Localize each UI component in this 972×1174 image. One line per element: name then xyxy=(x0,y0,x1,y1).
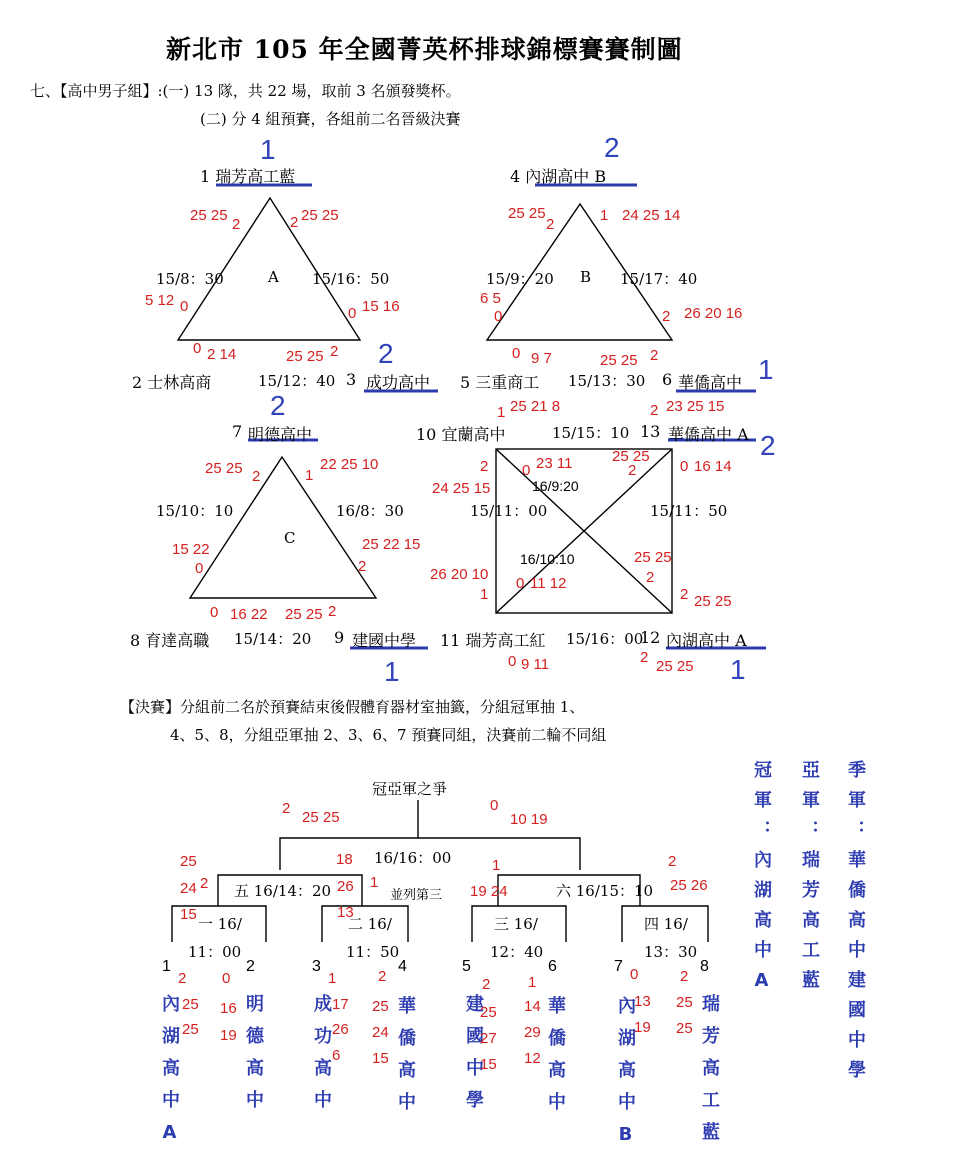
score: 26 20 10 xyxy=(430,566,489,583)
score: 1 xyxy=(528,974,537,991)
score: 1 xyxy=(370,874,379,891)
seed-5: 5 xyxy=(462,958,471,975)
qf-2-time: 11：50 xyxy=(346,943,400,961)
team-2: 2 士林高商 xyxy=(132,373,212,392)
intro-line-2: (二) 分 4 組預賽，各組前二名晉級決賽 xyxy=(200,110,461,128)
team-1: 1 瑞芳高工藍 xyxy=(200,167,296,186)
group-b-match-right: 15/17：40 xyxy=(620,270,698,288)
group-d-match-left: 15/11：00 xyxy=(470,502,548,520)
third-label: 並列第三 xyxy=(390,888,443,903)
score: 9 11 xyxy=(521,656,550,673)
score: 0 xyxy=(222,970,231,987)
score: 25 25 xyxy=(285,606,323,623)
score: 19 xyxy=(634,1019,651,1036)
score: 2 xyxy=(232,216,241,233)
qf-2: 二 16/ xyxy=(348,915,392,933)
seed-6: 6 xyxy=(548,958,557,975)
team-12-num: 12 xyxy=(640,628,661,647)
result-champion: 冠軍：內湖高中A xyxy=(751,760,772,1003)
score: 14 xyxy=(524,998,541,1015)
score: 25 22 15 xyxy=(362,536,421,553)
seed-8: 8 xyxy=(700,958,709,975)
score: 2 xyxy=(480,458,489,475)
bracket-team-3: 成功高中 xyxy=(311,994,332,1122)
finals-note-1: 【決賽】分組前二名於預賽結束後假體育器材室抽籤，分組冠軍抽 1、 xyxy=(120,698,585,716)
bracket-lines xyxy=(172,800,708,942)
score: 12 xyxy=(524,1050,541,1067)
group-a-match-left: 15/8：30 xyxy=(156,270,224,288)
qf-3-time: 12：40 xyxy=(490,943,544,961)
score: 0 xyxy=(180,298,189,315)
qf-4-time: 13：30 xyxy=(644,943,698,961)
team-6: 華僑高中 xyxy=(678,373,743,392)
score: 26 20 16 xyxy=(684,305,743,322)
score: 2 xyxy=(330,343,339,360)
group-b-match-left: 15/9：20 xyxy=(486,270,554,288)
score: 2 xyxy=(640,649,649,666)
seed-7: 7 xyxy=(614,958,623,975)
score: 0 xyxy=(508,653,517,670)
score: 2 xyxy=(328,603,337,620)
team-12: 內湖高中 A xyxy=(666,631,747,650)
score: 25 xyxy=(180,853,197,870)
score: 0 xyxy=(630,966,639,983)
score: 0 xyxy=(490,797,499,814)
score: 2 xyxy=(650,347,659,364)
team-3: 成功高中 xyxy=(366,373,431,392)
group-b-match-bottom: 15/13：30 xyxy=(568,372,646,390)
score: 24 xyxy=(180,880,197,897)
seed-2: 2 xyxy=(246,958,255,975)
group-c-letter: C xyxy=(284,529,296,547)
score: 25 25 xyxy=(634,549,672,566)
group-c-match-bottom: 15/14：20 xyxy=(234,630,312,648)
score: 2 xyxy=(650,402,659,419)
score: 0 xyxy=(195,560,204,577)
score: 0 xyxy=(210,604,219,621)
bracket-team-1: 內湖高中A xyxy=(159,994,180,1157)
score: 25 25 xyxy=(301,207,339,224)
score: 25 xyxy=(676,994,693,1011)
score: 26 xyxy=(337,878,354,895)
qf-1-time: 11：00 xyxy=(188,943,242,961)
group-d-match-top: 15/15：10 xyxy=(552,424,630,442)
seed-4: 4 xyxy=(398,958,407,975)
team-7: 明德高中 xyxy=(248,425,313,444)
score: 19 xyxy=(220,1027,237,1044)
score: 29 xyxy=(524,1024,541,1041)
score: 6 5 xyxy=(480,290,501,307)
finals-note-2: 4、5、8，分組亞軍抽 2、3、6、7 預賽同組，決賽前二輪不同組 xyxy=(170,726,607,744)
qf-1: 一 16/ xyxy=(198,915,242,933)
score: 26 xyxy=(332,1021,349,1038)
rank-team-1: 1 xyxy=(260,134,276,165)
score: 23 11 xyxy=(536,455,573,472)
team-13-num: 13 xyxy=(640,422,661,441)
score: 25 xyxy=(676,1020,693,1037)
team-8: 8 育達高職 xyxy=(130,631,210,650)
score: 25 25 xyxy=(694,593,732,610)
score: 27 xyxy=(480,1030,497,1047)
bracket-team-5: 建國中學 xyxy=(463,994,484,1122)
score: 25 xyxy=(372,998,389,1015)
score: 23 25 15 xyxy=(666,398,725,415)
group-c-triangle xyxy=(190,456,379,598)
bracket-team-8: 瑞芳高工藍 xyxy=(699,994,720,1154)
score: 2 xyxy=(628,462,637,479)
score: 10 19 xyxy=(510,811,548,828)
score: 0 xyxy=(522,462,531,479)
qf-4: 四 16/ xyxy=(644,915,688,933)
score: 15 xyxy=(180,906,197,923)
result-runner-up: 亞軍：瑞芳高工藍 xyxy=(799,760,820,1000)
score: 2 xyxy=(252,468,261,485)
group-d-match-diag-2: 16/10:10 xyxy=(520,551,575,567)
score: 1 xyxy=(480,586,489,603)
score: 25 xyxy=(182,996,199,1013)
score: 2 xyxy=(668,853,677,870)
score: 1 xyxy=(492,857,501,874)
score: 1 xyxy=(305,467,314,484)
rank-team-6: 1 xyxy=(758,354,774,385)
team-5: 5 三重商工 xyxy=(460,373,540,392)
bracket-team-6: 華僑高中 xyxy=(545,996,566,1124)
semi-right: 六 16/15：10 xyxy=(556,882,654,900)
team-7-num: 7 xyxy=(232,422,243,441)
score: 24 25 14 xyxy=(622,207,681,224)
score: 22 25 10 xyxy=(320,456,379,473)
score: 25 26 xyxy=(670,877,708,894)
score: 0 xyxy=(516,575,525,592)
semi-left: 五 16/14：20 xyxy=(234,882,332,900)
team-9-num: 9 xyxy=(334,628,345,647)
score: 1 xyxy=(600,207,609,224)
group-c-match-left: 15/10：10 xyxy=(156,502,234,520)
score: 2 xyxy=(378,968,387,985)
score: 25 xyxy=(182,1021,199,1038)
group-a-match-bottom: 15/12：40 xyxy=(258,372,336,390)
score: 2 14 xyxy=(207,346,237,363)
score: 25 25 xyxy=(205,460,243,477)
score: 2 xyxy=(358,558,367,575)
team-13: 華僑高中 A xyxy=(668,425,749,444)
group-b-letter: B xyxy=(580,268,592,286)
team-11: 11 瑞芳高工紅 xyxy=(440,631,546,650)
score: 25 21 8 xyxy=(510,398,561,415)
rank-team-9: 1 xyxy=(384,656,400,687)
rank-team-13: 2 xyxy=(760,430,776,461)
score: 25 25 xyxy=(302,809,340,826)
final-time: 16/16：00 xyxy=(374,849,452,867)
score: 5 12 xyxy=(145,292,175,309)
rank-team-12: 1 xyxy=(730,654,746,685)
score: 2 xyxy=(290,214,299,231)
bracket-team-7: 內湖高中B xyxy=(615,996,636,1159)
team-9: 建國中學 xyxy=(352,631,417,650)
score: 2 xyxy=(646,569,655,586)
seed-3: 3 xyxy=(312,958,321,975)
team-3-num: 3 xyxy=(346,370,357,389)
score: 25 25 xyxy=(612,448,650,465)
score: 13 xyxy=(634,993,651,1010)
score: 15 22 xyxy=(172,541,210,558)
score: 25 25 xyxy=(286,348,324,365)
score: 0 xyxy=(348,305,357,322)
score: 0 xyxy=(512,345,521,362)
score: 16 14 xyxy=(694,458,732,475)
score: 2 xyxy=(200,875,209,892)
seed-1: 1 xyxy=(162,958,171,975)
score: 25 25 xyxy=(600,352,638,369)
score: 2 xyxy=(178,970,187,987)
score: 2 xyxy=(680,968,689,985)
rank-team-7: 2 xyxy=(270,390,286,421)
score: 2 xyxy=(546,216,555,233)
score: 17 xyxy=(332,996,349,1013)
score: 15 16 xyxy=(362,298,400,315)
group-a-match-right: 15/16：50 xyxy=(312,270,390,288)
score: 1 xyxy=(328,970,337,987)
score: 2 xyxy=(680,586,689,603)
rank-team-3: 2 xyxy=(378,338,394,369)
score: 2 xyxy=(282,800,291,817)
group-a-letter: A xyxy=(268,268,279,286)
score: 13 xyxy=(337,904,354,921)
qf-3: 三 16/ xyxy=(494,915,538,933)
final-label: 冠亞軍之爭 xyxy=(372,780,448,798)
score: 2 xyxy=(662,308,671,325)
score: 25 25 xyxy=(190,207,228,224)
page-title: 新北市 105 年全國菁英杯排球錦標賽賽制圖 xyxy=(166,35,683,64)
score: 25 25 xyxy=(508,205,546,222)
score: 25 xyxy=(480,1004,497,1021)
score: 16 xyxy=(220,1000,237,1017)
score: 11 12 xyxy=(530,575,567,592)
score: 2 xyxy=(482,976,491,993)
score: 15 xyxy=(372,1050,389,1067)
score: 0 xyxy=(680,458,689,475)
team-4: 4 內湖高中 B xyxy=(510,167,607,186)
score: 25 25 xyxy=(656,658,694,675)
score: 6 xyxy=(332,1047,341,1064)
team-10: 10 宜蘭高中 xyxy=(416,425,506,444)
bracket-team-2: 明德高中 xyxy=(243,994,264,1122)
score: 24 xyxy=(372,1024,389,1041)
score: 1 xyxy=(497,404,506,421)
score: 24 25 15 xyxy=(432,480,491,497)
score: 16 22 xyxy=(230,606,268,623)
score: 9 7 xyxy=(531,350,552,367)
bracket-team-4: 華僑高中 xyxy=(395,996,416,1124)
group-c-match-right: 16/8：30 xyxy=(336,502,404,520)
score: 18 xyxy=(336,851,353,868)
score: 19 24 xyxy=(470,883,508,900)
group-d-match-right: 15/11：50 xyxy=(650,502,728,520)
group-d-match-bottom: 15/16：00 xyxy=(566,630,644,648)
group-d-match-diag-1: 16/9:20 xyxy=(532,478,579,494)
rank-team-4: 2 xyxy=(604,132,620,163)
team-6-num: 6 xyxy=(662,370,673,389)
score: 15 xyxy=(480,1056,497,1073)
score: 0 xyxy=(193,340,202,357)
score: 0 xyxy=(494,308,503,325)
result-third: 季軍：華僑高中建國中學 xyxy=(845,760,866,1090)
intro-line-1: 七、【高中男子組】:(一) 13 隊，共 22 場，取前 3 名頒發獎杯。 xyxy=(30,82,461,100)
